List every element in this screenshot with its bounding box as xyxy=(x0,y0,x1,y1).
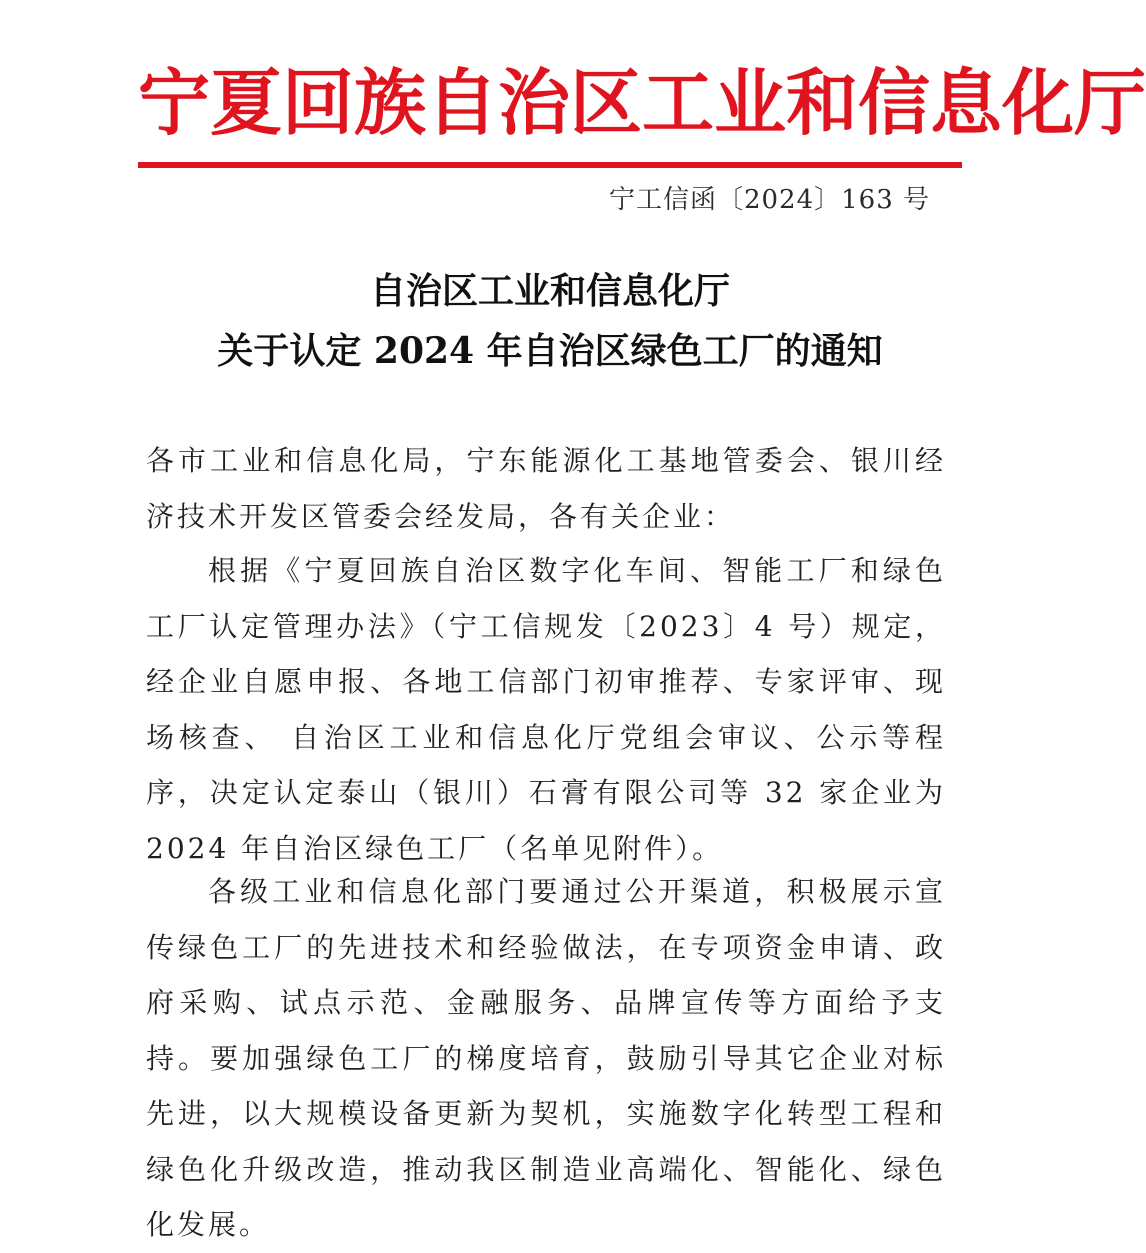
red-divider-rule xyxy=(138,162,962,168)
issuer-masthead: 宁夏回族自治区工业和信息化厅 xyxy=(138,61,1146,145)
document-title-line-1: 自治区工业和信息化厅 xyxy=(369,270,730,312)
body-paragraph-2: 各级工业和信息化部门要通过公开渠道，积极展示宣传绿色工厂的先进技术和经验做法，在专项资金申请、政府采购、试点示范、金融服务、品牌宣传等方面给予支持。要加强绿色工厂的梯度培育，鼓励引导其它企业对标先进，以大规模设备更新为契机，实施数字化转型工程和绿色化升级改造，推动我区制造业高端化、智能化、绿色化发展。 xyxy=(146,875,946,1241)
document-number: 宁工信函〔2024〕163 号 xyxy=(608,185,930,215)
body-paragraph-1: 根据《宁夏回族自治区数字化车间、智能工厂和绿色工厂认定管理办法》（宁工信规发〔2023〕4 号）规定，经企业自愿申报、各地工信部门初审推荐、专家评审、现场核查、 自治区工业和信息化厅党组会审议、公示等程序，决定认定泰山（银川）石膏有限公司等 32 家企业为 2024 年自治区绿色工厂（名单见附件）。 xyxy=(146,554,946,865)
addressee: 各市工业和信息化局，宁东能源化工基地管委会、银川经济技术开发区管委会经发局，各有关企业： xyxy=(146,444,946,533)
document-title-line-2: 关于认定 2024 年自治区绿色工厂的通知 xyxy=(217,330,883,372)
